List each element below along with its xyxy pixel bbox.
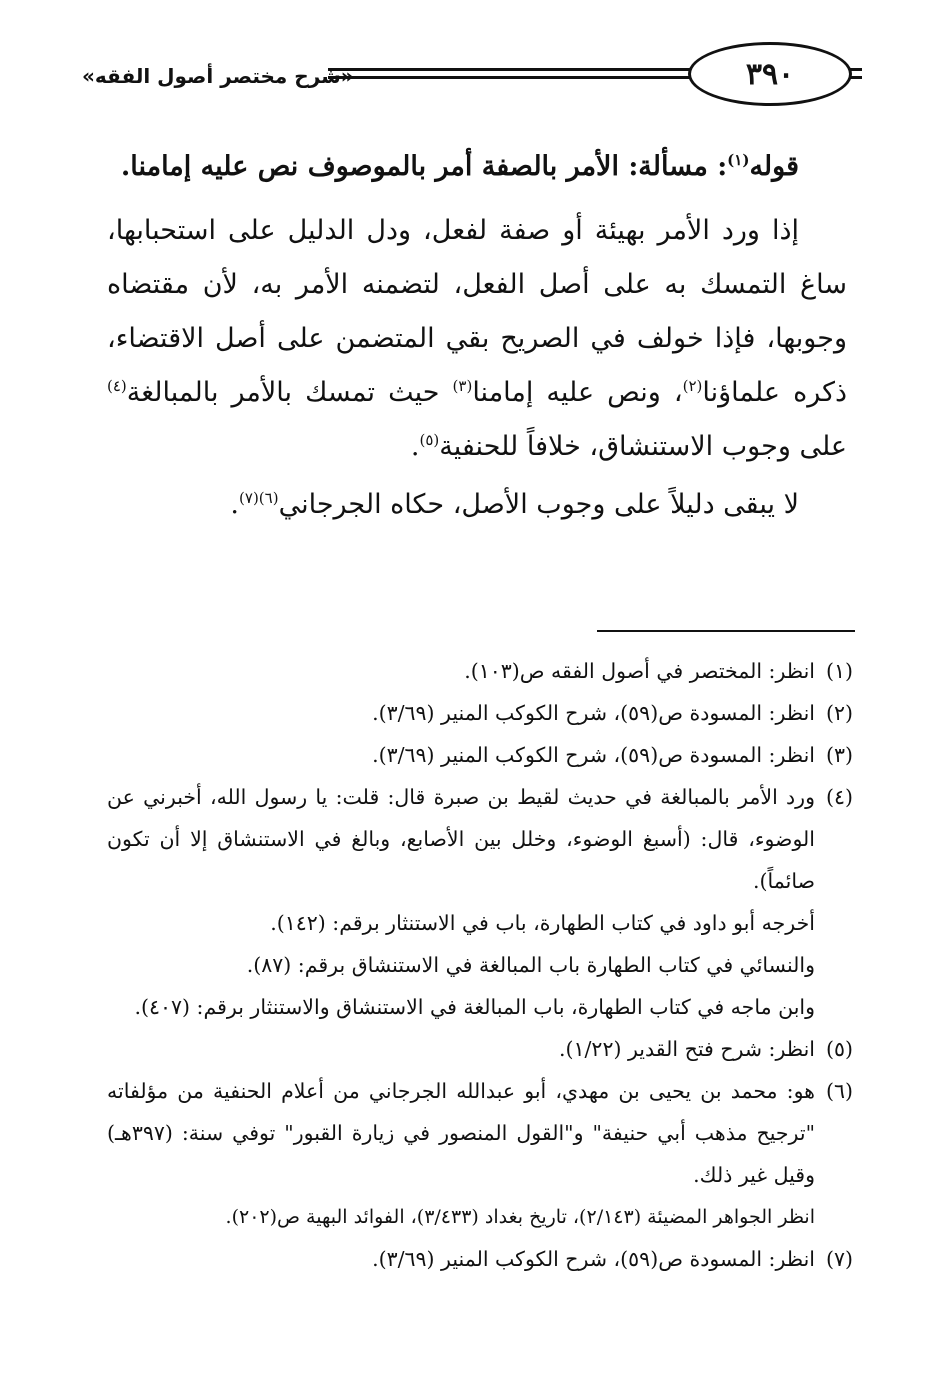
paragraph-2 xyxy=(107,478,847,532)
p1-text-b: ، ونص عليه إمامنا xyxy=(472,377,683,408)
footnote-3: (٣) انظر: المسودة ص(٥٩)، شرح الكوكب المنير (٣/٦٩). xyxy=(372,743,853,767)
footnote-4-source-3: وابن ماجه في كتاب الطهارة، باب المبالغة في الاستنشاق والاستنثار برقم: (٤٠٧). xyxy=(134,995,815,1019)
footnote-4: (٤) ورد الأمر بالمبالغة في حديث لقيط بن صبرة قال: قلت: يا رسول الله، أخبرني عن الوضوء، قال: (أسبغ الوضوء، وخلل بين الأصابع، وبالغ في الاستنشاق إلا أن تكون صائماً). xyxy=(107,785,853,893)
p1-text-a: إذا ورد الأمر بهيئة أو صفة لفعل، ودل الدليل على استحبابها، ساغ التمسك به على أصل الفعل، لتضمنه الأمر به، لأن مقتضاه وجوبها، فإذا خولف في الصريح بقي المتضمن على أصل الاقتضاء، ذكره علماؤنا xyxy=(107,215,848,408)
footnote-7: (٧) انظر: المسودة ص(٥٩)، شرح الكوكب المنير (٣/٦٩). xyxy=(372,1247,853,1271)
footnote-marker-5: (٥) xyxy=(419,431,440,449)
header-rule-left-2 xyxy=(328,76,690,79)
footnote-marker-4: (٤) xyxy=(107,377,127,395)
header-rule-left xyxy=(328,68,690,71)
issue-prefix: قوله xyxy=(749,151,799,182)
page-header xyxy=(60,42,860,114)
p2-text: لا يبقى دليلاً على وجوب الأصل، حكاه الجرجاني xyxy=(278,489,799,520)
footnote-5: (٥) انظر: شرح فتح القدير (١/٢٢). xyxy=(559,1037,853,1061)
footnote-marker-2: (٢) xyxy=(682,377,703,395)
footnotes xyxy=(107,650,853,1280)
book-title: «شرح مختصر أصول الفقه» xyxy=(82,64,354,88)
footnote-marker-1: (١) xyxy=(727,151,750,169)
p1-text-c: حيث تمسك بالأمر بالمبالغة xyxy=(126,377,453,408)
footnote-2: (٢) انظر: المسودة ص(٥٩)، شرح الكوكب المنير (٣/٦٩). xyxy=(372,701,853,725)
header-rule-right xyxy=(850,68,862,71)
p1-text-e: . xyxy=(410,431,420,462)
footnote-4-source-2: والنسائي في كتاب الطهارة باب المبالغة في الاستنشاق برقم: (٨٧). xyxy=(246,953,815,977)
issue-heading xyxy=(107,140,847,194)
issue-text: : مسألة: الأمر بالصفة أمر بالموصوف نص عليه إمامنا. xyxy=(120,151,728,182)
footnote-marker-3: (٣) xyxy=(452,377,473,395)
footnote-6: (٦) هو: محمد بن يحيى بن مهدي، أبو عبدالله الجرجاني من أعلام الحنفية من مؤلفاته "ترجيح مذهب أبي حنيفة" و"القول المنصور في زيارة القبور" توفي سنة: (٣٩٧هـ) وقيل غير ذلك. xyxy=(107,1079,853,1187)
header-rule-right-2 xyxy=(850,76,862,79)
footnote-divider xyxy=(597,630,855,632)
p1-text-d: على وجوب الاستنشاق، خلافاً للحنفية xyxy=(439,431,847,462)
p2-text-end: . xyxy=(230,489,240,520)
footnote-1: (١) انظر: المختصر في أصول الفقه ص(١٠٣). xyxy=(464,659,853,683)
footnote-marker-6-7: (٦)(٧) xyxy=(239,489,279,507)
main-text xyxy=(107,140,847,532)
page-number: ٣٩٠ xyxy=(688,42,852,106)
footnote-4-source-1: أخرجه أبو داود في كتاب الطهارة، باب في الاستنثار برقم: (١٤٢). xyxy=(270,911,815,935)
paragraph-1 xyxy=(107,204,847,474)
footnote-6-sources: انظر الجواهر المضيئة (٢/١٤٣)، تاريخ بغداد (٣/٤٣٣)، الفوائد البهية ص(٢٠٢). xyxy=(225,1206,815,1228)
